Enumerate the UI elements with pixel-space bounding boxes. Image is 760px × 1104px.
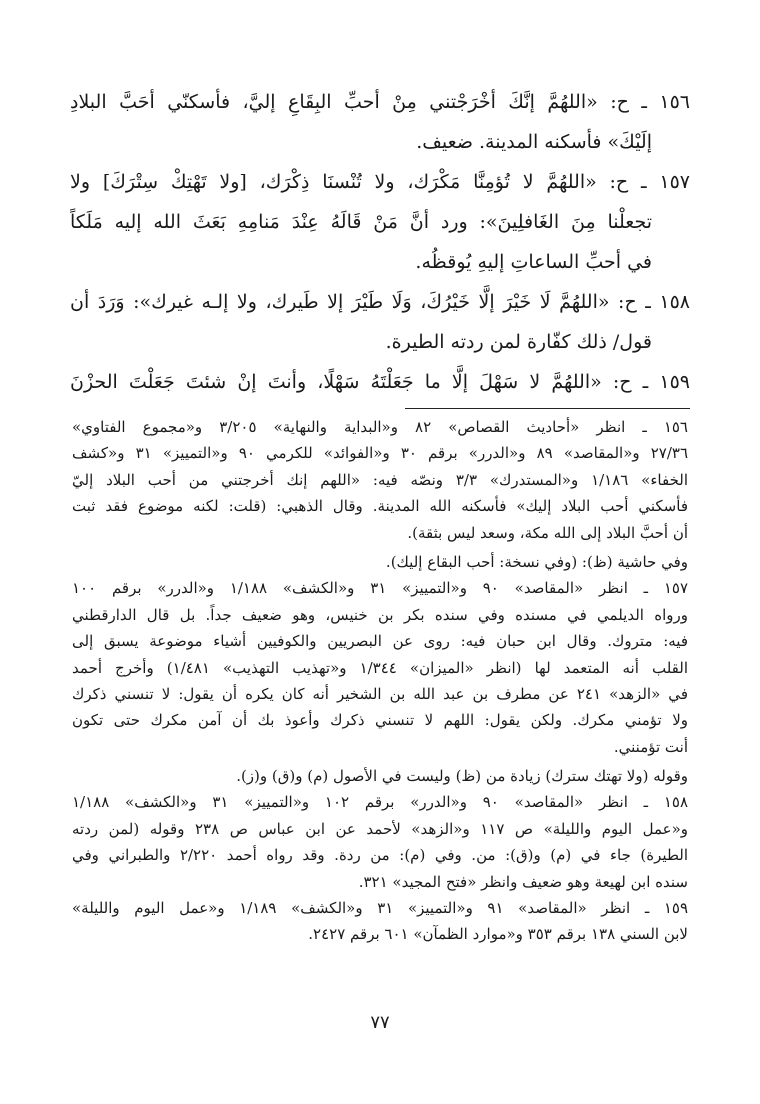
footnote-line: الطيرة) جاء في (م) و(ق): من. وفي (م): من ردة. وقد رواه أحمد ٢/٢٢٠ والطبراني وفي: [72, 846, 688, 865]
main-line: ١٥٩ ـ ح: «اللهُمَّ لا سَهْلَ إلَّا ما جَعَلْتَهُ سَهْلًا، وأنتَ إنْ شئتَ جَعَلْتَ الحزْنَ: [70, 371, 690, 393]
footnote-line: وفي حاشية (ظ): (وفي نسخة: أحب البقاع إليك).: [385, 552, 688, 571]
footnote-line: لابن السني ١٣٨ برقم ٣٥٣ و«موارد الظمآن» ٦٠١ برقم ٢٤٢٧.: [308, 925, 688, 944]
footnote-line: وقوله (ولا تهتك سترك) زيادة من (ظ) وليست في الأصول (م) و(ق) و(ز).: [236, 767, 688, 786]
footnote-line: أنت تؤمنني.: [613, 737, 688, 756]
footnote-line: في «الزهد» ٢٤١ عن مطرف بن عبد الله بن الشخير أنه كان يكره أن يقول: لا تنسني ذكرك: [72, 684, 688, 703]
footnote-line: ١٥٩ ـ انظر «المقاصد» ٩١ و«التمييز» ٣١ و«الكشف» ١/١٨٩ و«عمل اليوم والليلة»: [72, 899, 688, 918]
footnote-line: ١٥٧ ـ انظر «المقاصد» ٩٠ و«التمييز» ٣١ و«الكشف» ١/١٨٨ و«الدرر» برقم ١٠٠: [72, 579, 688, 598]
main-line: إلَيْكَ» فأسكنه المدينة. ضعيف.: [416, 131, 652, 153]
footnote-line: ١٥٦ ـ انظر «أحاديث القصاص» ٨٢ و«البداية والنهاية» ٣/٢٠٥ و«مجموع الفتاوي»: [72, 418, 688, 436]
footnote-line: سنده ابن لهيعة وهو ضعيف وانظر «فتح المجيد» ٣٢١.: [358, 872, 688, 891]
footnote-line: ١٥٨ ـ انظر «المقاصد» ٩٠ و«الدرر» برقم ١٠٢ و«التمييز» ٣١ و«الكشف» ١/١٨٨: [72, 793, 688, 812]
footnotes: [72, 414, 688, 948]
footnote-line: فيه: متروك. وقال ابن حبان فيه: روى عن البصريين والكوفيين أشياء موضوعة يسبق إلى: [72, 632, 688, 651]
footnote-line: ورواه الديلمي في مسنده وفي سنده بكر بن خنيس، وهو ضعيف جداً. بل قال الدارقطني: [72, 605, 688, 624]
footnote-line: و«عمل اليوم والليلة» ص ١١٧ و«الزهد» لأحمد عن ابن عباس ص ٢٣٨ وقوله (لمن ردته: [72, 819, 688, 838]
footnote-line: الخفاء» ١/١٨٦ و«المستدرك» ٣/٣ ونصّه فيه: «اللهم إنك أخرجتني من أحب البلاد إليّ: [72, 470, 688, 489]
main-line: قول/ ذلك كفّارة لمن ردته الطيرة.: [385, 331, 652, 353]
main-line: ١٥٨ ـ ح: «اللهُمَّ لَا خَيْرَ إلَّا خَيْرُكَ، وَلَا طَيْرَ إلا طَيرك، ولا إلـه غيرك»: وَرَدَ أن: [70, 291, 690, 313]
footnote-line: فأسكني أحب البلاد إليك» فأسكنه الله المدينة. وقال الذهبي: (قلت: لكنه موضوع فقد ثبت: [72, 497, 688, 516]
main-line: ١٥٧ ـ ح: «اللهُمَّ لا تُؤمِنَّا مَكْرَك، ولا تُنْسنَا ذِكْرَك، [ولا تَهْتِكْ سِتْرَكَ] ولا: [70, 171, 690, 193]
footnote-line: أن أحبَّ البلاد إلى الله مكة، وسعد ليس بثقة).: [407, 523, 688, 542]
footnote-line: ولا تؤمني مكرك. ولكن يقول: اللهم لا تنسني ذكرك وأعوذ بك أن آمن مكرك حتى تكون: [72, 711, 688, 730]
main-line: تجعلْنا مِنَ الغَافلِينَ»: ورد أنَّ مَنْ قَالَهُ عِنْدَ مَنامِهِ بَعَثَ الله إليه مَلَكاً: [70, 211, 652, 233]
main-line: ١٥٦ ـ ح: «اللهُمَّ إنَّكَ أخْرَجْتني مِنْ أحبِّ البِقَاعِ إليَّ، فأسكنّي أحَبَّ البلادِ: [70, 91, 690, 113]
footnote-divider: [405, 408, 690, 409]
main-text: [70, 82, 690, 402]
main-line: في أحبِّ الساعاتِ إليهِ يُوقظُه.: [415, 251, 652, 273]
page-number: ٧٧: [370, 1012, 390, 1033]
footnote-line: ٢٧/٣٦ و«المقاصد» ٨٩ و«الدرر» برقم ٣٠ و«الفوائد» للكرمي ٩٠ و«التمييز» ٣١ و«كشف: [72, 444, 688, 463]
footnote-line: القلب أنه المتعمد لها (انظر «الميزان» ١/٣٤٤ و«تهذيب التهذيب» ١/٤٨١) وأخرج أحمد: [72, 658, 688, 677]
